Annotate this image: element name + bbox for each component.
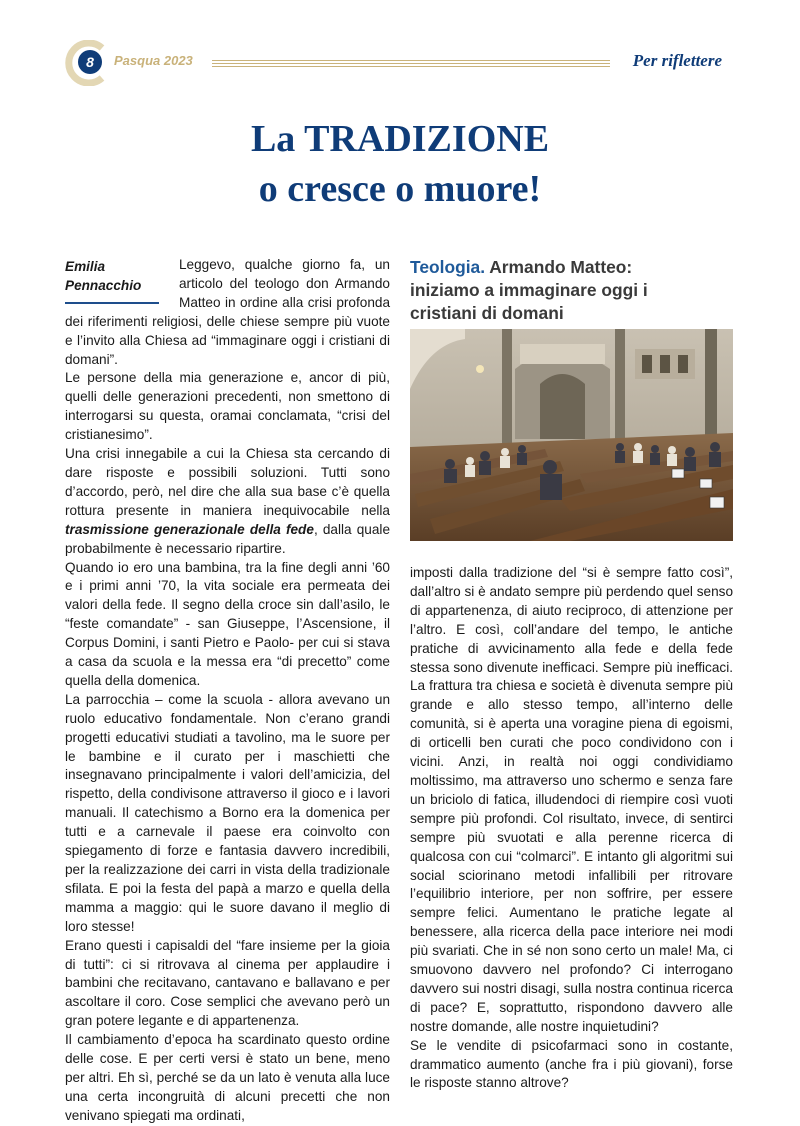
- clipping-headline: [410, 256, 733, 325]
- emphasis-trasmissione: trasmissione generazionale della fede: [65, 521, 314, 537]
- author-last-name: Pennacchio: [65, 277, 142, 293]
- page-number: 8: [78, 50, 102, 74]
- paragraph-8: imposti dalla tradizione del “si è sempre fatto così”, dall’altro si è andato sempre più perdendo quel senso di appartenenza, di aiuto reciproco, di attenzione per l’altro. E così, coll’andare del tempo, le antiche pratiche di avvicinamento alla fede e della fede stessa sono divenute inefficaci. Sempre più inefficaci. La frattura tra chiesa e società è divenuta sempre più grande e allo stesso tempo, all’interno delle comunità, si è aperta una voragine piena di egoismi, di orticelli ben curati che poco condividono con i vicini. Anzi, in realtà noi oggi condividiamo moltissimo, ma attraverso uno schermo e senza fare un briciolo di fatica, illudendoci di riempire così vuoti sempre più profondi. Col risultato, invece, di sentirci sempre più svuotati e alla perenne ricerca di qualcosa con cui “colmarci”. E intanto gli algoritmi sui social sciorinano metodi infallibili per ritrovare l’equilibrio interiore, per non soffrire, per essere sempre felici. Aumentano le pratiche legate al benessere, alla ricerca della pace interiore nei modi più svariati. Che in sé non sono certo un male! Ma, ci smuovono davvero nel profondo? Ci interrogano davvero sui nostri disagi, sulla nostra continua ricerca di pace? E, soprattutto, rispondono davvero alle nostre domande, alle nostre inquietudini?: [410, 565, 733, 1034]
- clipping-headline-1: Armando Matteo:: [485, 257, 633, 277]
- issue-label: Pasqua 2023: [114, 53, 193, 68]
- paragraph-2: Le persone della mia generazione e, ancor di più, quelli delle generazioni precedenti, non smettono di interrogarsi su questa, oramai conclamata, “crisi del cristianesimo”.: [65, 370, 390, 443]
- article-title: [0, 114, 800, 214]
- section-label: Per riflettere: [632, 51, 722, 70]
- clipping-kicker: Teologia.: [410, 257, 486, 277]
- clipping-headline-2: iniziamo a immaginare oggi i: [410, 280, 648, 300]
- left-column: [65, 256, 390, 1126]
- author-byline: [65, 258, 165, 304]
- header-rule: [212, 60, 610, 68]
- paragraph-5: La parrocchia – come la scuola - allora avevano un ruolo educativo fondamentale. Non c’erano grandi progetti educativi studiati a tavolino, ma le suore per le bambine e il curato per i maschietti che insegnavano principalmente i valori dell’amicizia, del rispetto, della condivisone attraverso il gioco e i lavori manuali. Il catechismo a Borno era la domenica per tutti e a carnevale il paese era coinvolto con spiegamento di forze e fantasia davvero incredibili, per la realizzazione dei carri in vista della tradizionale sfilata. E poi la festa del papà a marzo e quella della mamma a maggio: qui le suore davano il meglio di loro stesse!: [65, 691, 390, 934]
- paragraph-3: [65, 445, 390, 558]
- paragraph-6: Erano questi i capisaldi del “fare insieme per la gioia di tutti”: ci si ritrovava al cinema per applaudire i bambini che recitavano, cantavano e ballavano e per ascoltare il coro. Cose semplici che avevano però un gran potere legante e di appartenenza.: [65, 937, 390, 1029]
- paragraph-9: Se le vendite di psicofarmaci sono in costante, drammatico aumento (anche fra i più giovani), forse le risposte stanno altrove?: [410, 1037, 733, 1091]
- paragraph-4: Quando io ero una bambina, tra la fine degli anni ’60 e i primi anni ’70, la vita sociale era permeata dei valori della fede. Il segno della croce sin dall’asilo, le “feste comandate” - san Giuseppe, l’Ascensione, il Corpus Domini, i santi Pietro e Paolo- per cui si stava a casa da scuola e la messa era “di precetto” come quella della domenica.: [65, 559, 390, 688]
- article-clipping: [410, 256, 733, 325]
- author-first-name: Emilia: [65, 259, 106, 274]
- paragraph-1: Leggevo, qualche giorno fa, un articolo del teologo don Armando Matteo in ordine alla crisi profonda dei riferimenti religiosi, delle chiese sempre più vuote e l’invito alla Chiesa ad “immaginare oggi i cristiani di domani”.: [65, 257, 390, 367]
- paragraph-7: Il cambiamento d’epoca ha scardinato questo ordine delle cose. E per certi versi è stato un bene, meno per altri. Eh sì, perché se da un lato è venuta alla luce una certa incongruità di alcuni precetti che non venivano spiegati ma ordinati,: [65, 1032, 390, 1123]
- title-line-2: o cresce o muore!: [258, 168, 542, 210]
- paragraph-3-text: Una crisi innegabile a cui la Chiesa sta cercando di dare risposte e possibili soluzioni. Tutti sono d’accordo, però, nel dire che alla sua base c’è quella rottura presente in maniera inequivocabile nella: [65, 446, 390, 518]
- title-line-1: La TRADIZIONE: [250, 118, 550, 160]
- clipping-headline-3: cristiani di domani: [410, 303, 564, 323]
- paragraph-3-text-end: , dalla quale probabilmente è necessario ripartire.: [65, 521, 391, 556]
- right-column: [410, 564, 733, 1093]
- author-underline: [65, 302, 159, 304]
- church-interior-photo: [410, 329, 733, 541]
